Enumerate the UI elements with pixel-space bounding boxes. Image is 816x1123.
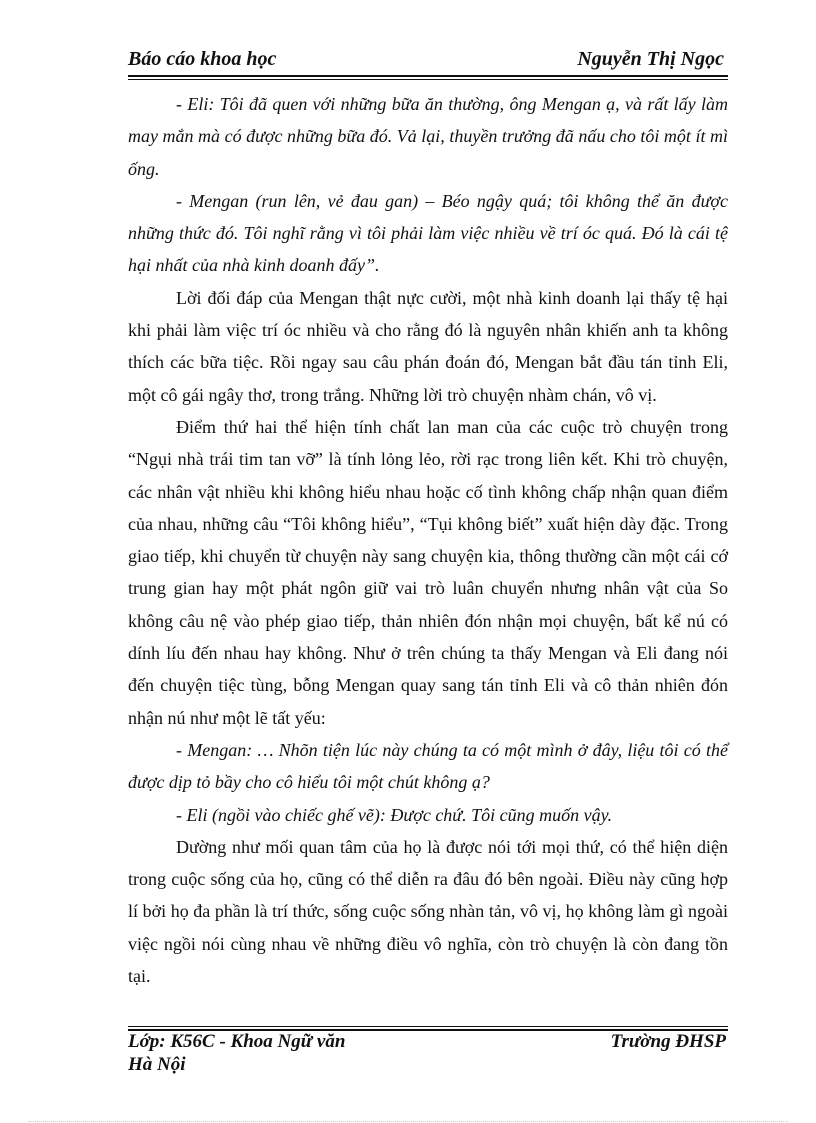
dialogue-eli-1: - Eli: Tôi đã quen với những bữa ăn thường, ông Mengan ạ, và rất lấy làm may mắn mà có được những bữa đó. Vả lại, thuyền trưởng đã nấu cho tôi một ít mì ống. [128, 94, 728, 179]
header-title: Báo cáo khoa học [128, 48, 277, 70]
page-footer [128, 1031, 728, 1081]
dialogue-mengan-2: - Mengan: … Nhõn tiện lúc này chúng ta có một mình ở đây, liệu tôi có thể được dịp tỏ bầy cho cô hiểu tôi một chút không ạ? [128, 739, 728, 793]
page-boundary [28, 1121, 788, 1122]
paragraph-analysis-2: Điểm thứ hai thể hiện tính chất lan man của các cuộc trò chuyện trong “Ngụi nhà trái tim tan vỡ” là tính lỏng lẻo, rời rạc trong liên kết. Khi trò chuyện, các nhân vật nhiều khi không hiểu nhau hoặc cố tình không chấp nhận quan điểm của nhau, những câu “Tôi không hiểu”, “Tụi không biết” xuất hiện dày đặc. Trong giao tiếp, khi chuyển từ chuyện này sang chuyện kia, thông thường cần một cái cớ trung gian hay một phát ngôn giữ vai trò luân chuyển nhưng nhân vật của So không câu nệ vào phép giao tiếp, thản nhiên đón nhận mọi chuyện, bất kể nú có dính líu đến nhau hay không. Như ở trên chúng ta thấy Mengan và Eli đang nói đến chuyện tiệc tùng, bỗng Mengan quay sang tán tỉnh Eli và cô thản nhiên đón nhận nú như một lẽ tất yếu: [128, 416, 728, 728]
footer-class: Lớp: K56C - Khoa Ngữ văn [128, 1031, 346, 1052]
page-header [128, 48, 728, 78]
header-rule-thin [128, 79, 728, 80]
footer-city: Hà Nội [128, 1054, 186, 1075]
dialogue-eli-2: - Eli (ngồi vào chiếc ghế vẽ): Được chứ. Tôi cũng muốn vậy. [176, 804, 613, 825]
header-rule-thick [128, 75, 728, 77]
document-body [128, 88, 728, 992]
header-author: Nguyễn Thị Ngọc [577, 48, 724, 70]
paragraph-analysis-1: Lời đối đáp của Mengan thật nực cười, một nhà kinh doanh lại thấy tệ hại khi phải làm việc trí óc nhiều và cho rằng đó là nguyên nhân khiến anh ta không thích các bữa tiệc. Rồi ngay sau câu phán đoán đó, Mengan bắt đầu tán tỉnh Eli, một cô gái ngây thơ, trong trắng. Những lời trò chuyện nhàm chán, vô vị. [128, 287, 728, 405]
dialogue-mengan-1: - Mengan (run lên, vẻ đau gan) – Béo ngậy quá; tôi không thể ăn được những thức đó. Tôi nghĩ rằng vì tôi phải làm việc nhiều về trí óc quá. Đó là cái tệ hại nhất của nhà kinh doanh đấy”. [128, 190, 728, 276]
footer-school: Trường ĐHSP [610, 1031, 726, 1052]
footer-rule-thin [128, 1026, 728, 1027]
paragraph-analysis-3: Dường như mối quan tâm của họ là được nói tới mọi thứ, có thể hiện diện trong cuộc sống của họ, cũng có thể diễn ra đâu đó bên ngoài. Điều này cũng hợp lí bởi họ đa phần là trí thức, sống cuộc sống nhàn tản, vô vị, họ không làm gì ngoài việc ngồi nói cùng nhau về những điều vô nghĩa, còn trò chuyện là còn đang tồn tại. [128, 836, 728, 987]
